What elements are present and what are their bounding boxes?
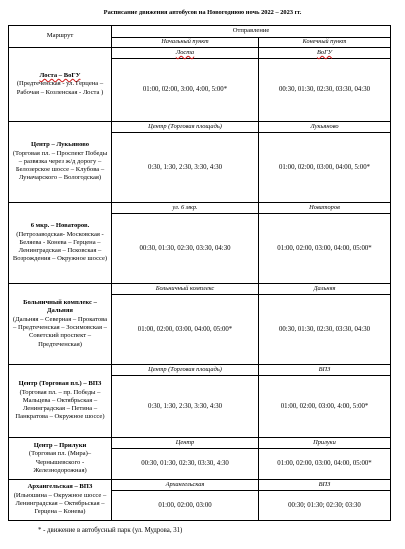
- end-point: Лукьяново: [259, 122, 391, 133]
- table-row: [9, 48, 391, 59]
- start-times: 0:30, 1:30, 2:30, 3:30, 4:30: [112, 133, 259, 203]
- route-cell: [9, 438, 112, 480]
- start-times: 01:00, 02:00, 03:00: [112, 491, 259, 521]
- start-times: 00:30, 01:30, 02:30, 03:30, 04:30: [112, 214, 259, 284]
- start-point: Центр (Торговая площадь): [112, 365, 259, 376]
- route-path: (Торговая пл. – Проспект Победы – развязка через ж/д дорогу – Белозерское шоссе – Клубова – Луначарского – Вологодская): [12, 149, 108, 182]
- start-times: 00:30, 01:30, 02:30, 03:30, 4:30: [112, 449, 259, 480]
- end-point: ВПЗ: [259, 480, 391, 491]
- table-row: [9, 365, 391, 376]
- route-cell: [9, 480, 112, 521]
- route-name: Лоста – ВоГУ: [39, 72, 81, 80]
- table-row: [9, 122, 391, 133]
- end-point: Дальняя: [259, 284, 391, 295]
- page-title: Расписание движения автобусов на Новогоднюю ночь 2022 – 2023 гг.: [103, 9, 302, 16]
- route-name: Центр (Торговая пл.) – ВПЗ: [18, 380, 102, 388]
- start-point: Центр (Торговая площадь): [112, 122, 259, 133]
- route-name: Центр – Лукьяново: [30, 141, 90, 149]
- table-row: [9, 284, 391, 295]
- route-cell: [9, 203, 112, 284]
- table-header-row: [9, 26, 391, 38]
- route-cell: [9, 122, 112, 203]
- start-point: Архангельская: [112, 480, 259, 491]
- start-times: 01:00, 02:00, 03:00, 04:00, 05:00*: [112, 295, 259, 365]
- route-path: (Ильюшина – Окружное шоссе – Ленинградская – Октябрьская – Герцена – Конева): [13, 491, 107, 516]
- end-point: Новаторов: [259, 203, 391, 214]
- route-cell: [9, 284, 112, 365]
- table-row: [9, 480, 391, 491]
- end-times: 00:30; 01:30; 02:30; 03:30: [259, 491, 391, 521]
- footnote: * - движение в автобусный парк (ул. Мудрова, 31): [38, 527, 183, 534]
- table-row: [9, 203, 391, 214]
- route-cell: [9, 365, 112, 438]
- end-times: 00:30, 01:30, 02:30, 03:30, 04:30: [259, 59, 391, 122]
- schedule-table: [8, 25, 391, 521]
- route-name: Архангельская – ВПЗ: [27, 483, 93, 491]
- start-point: Больничный комплекс: [112, 284, 259, 295]
- route-path: (Дальняя – Северная – Прокатова – Предтеченская – Зосимовская – Советский проспект – Предтеченская): [12, 315, 108, 348]
- end-times: 01:00, 02:00, 03:00, 04:00, 05:00*: [259, 449, 391, 480]
- end-times: 01:00, 02:00, 03:00, 04:00, 5:00*: [259, 133, 391, 203]
- start-point-column-header: Начальный пункт: [112, 38, 259, 48]
- route-name: Больничный комплекс – Дальняя: [23, 299, 97, 315]
- start-point: ул. 6 мкр.: [112, 203, 259, 214]
- route-name: 6 мкр. – Новаторов.: [30, 222, 90, 230]
- route-cell: [9, 48, 112, 122]
- end-times: 00:30, 01:30, 02:30, 03:30, 04:30: [259, 295, 391, 365]
- route-name: Центр – Прилуки: [33, 441, 87, 449]
- table-row: [9, 438, 391, 449]
- end-point: ВПЗ: [259, 365, 391, 376]
- start-times: 0:30, 1:30, 2:30, 3:30, 4:30: [112, 376, 259, 438]
- departure-column-header: Отправление: [112, 26, 391, 38]
- route-path: (Петрозаводская- Московская - Беляева - Конева – Герцена – Ленинградская – Псковская – Возрождения – Окружное шоссе): [12, 230, 108, 263]
- route-path: (Торговая пл. – пр. Победы – Мальцева – Октябрьская – Ленинградская – Петина – Панкратова – Окружное шоссе): [15, 388, 105, 421]
- route-column-header: Маршрут: [9, 26, 112, 48]
- start-times: 01:00, 02:00, 3:00, 4:00, 5:00*: [112, 59, 259, 122]
- route-path: (Предтеченская - ул. Герцена – Рабочая – Козленская - Лоста ): [16, 80, 104, 96]
- end-times: 01:00, 02:00, 03:00, 04:00, 05:00*: [259, 214, 391, 284]
- start-point: Центр: [112, 438, 259, 449]
- route-path: (Торговая пл. (Мира)– Чернышевского - Железнодорожная): [28, 450, 92, 474]
- end-times: 01:00, 02:00, 03:00, 4:00, 5:00*: [259, 376, 391, 438]
- end-point: Прилуки: [259, 438, 391, 449]
- end-point-column-header: Конечный пункт: [259, 38, 391, 48]
- start-point: Лоста: [112, 48, 259, 59]
- end-point: ВоГУ: [259, 48, 391, 59]
